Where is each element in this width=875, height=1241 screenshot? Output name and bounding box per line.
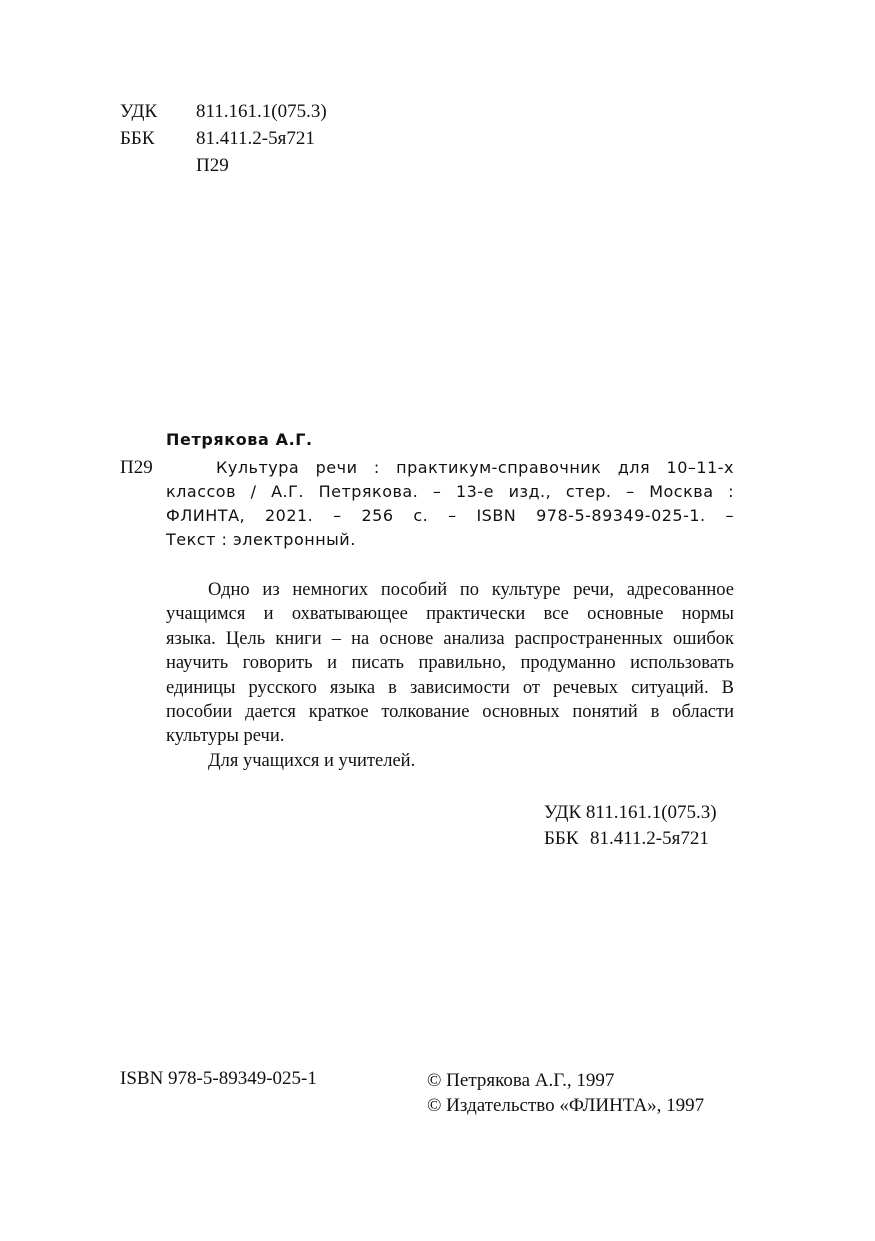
annotation-line: пособии дается краткое толкование основных понятий в области: [166, 701, 734, 722]
annotation-line: учащимся и охватывающее практически все основные нормы: [166, 604, 734, 625]
udk-row-bottom: [544, 800, 717, 826]
udk-label-bottom: УДК: [544, 802, 582, 823]
isbn: ISBN 978-5-89349-025-1: [120, 1068, 317, 1089]
bbk-value-bottom: 81.411.2-5я721: [590, 828, 709, 849]
udk-label: УДК: [120, 101, 158, 122]
copyright-block: [427, 1068, 704, 1118]
annotation-line: культуры речи.: [166, 726, 285, 747]
classification-footer: [544, 800, 717, 852]
annotation-line: Одно из немногих пособий по культуре речи, адресованное: [208, 580, 734, 600]
udk-value-bottom: 811.161.1(075.3): [585, 802, 717, 823]
copyright-author: © Петрякова А.Г., 1997: [427, 1070, 615, 1091]
biblio-line: ФЛИНТА, 2021. – 256 с. – ISBN 978-5-89349-025-1. –: [166, 506, 734, 525]
annotation-line: языка. Цель книги – на основе анализа распространенных ошибок: [166, 628, 734, 649]
classification-header: [120, 98, 327, 179]
annotation-line: научить говорить и писать правильно, продуманно использовать: [166, 653, 734, 674]
bbk-value: 81.411.2-5я721: [196, 128, 315, 149]
biblio-line: классов / А.Г. Петрякова. – 13-е изд., стер. – Москва :: [166, 482, 734, 501]
bibliographic-description: [166, 456, 734, 552]
udk-value: 811.161.1(075.3): [196, 101, 327, 122]
author-name: Петрякова А.Г.: [166, 430, 313, 449]
copyright-publisher: © Издательство «ФЛИНТА», 1997: [427, 1095, 705, 1116]
biblio-author-mark: П29: [120, 457, 153, 478]
bbk-label: ББК: [120, 128, 155, 149]
bbk-row-bottom: [544, 826, 717, 852]
bbk-row: [120, 125, 327, 152]
biblio-line: Текст : электронный.: [166, 530, 356, 549]
udk-row: [120, 98, 327, 125]
annotation: [166, 578, 734, 773]
annotation-line: единицы русского языка в зависимости от речевых ситуаций. В: [166, 677, 734, 698]
author-mark: П29: [196, 155, 229, 176]
target-audience: Для учащихся и учителей.: [208, 750, 416, 771]
biblio-line: Культура речи : практикум-справочник для 10–11-х: [216, 458, 734, 477]
bbk-label-bottom: ББК: [544, 828, 579, 849]
